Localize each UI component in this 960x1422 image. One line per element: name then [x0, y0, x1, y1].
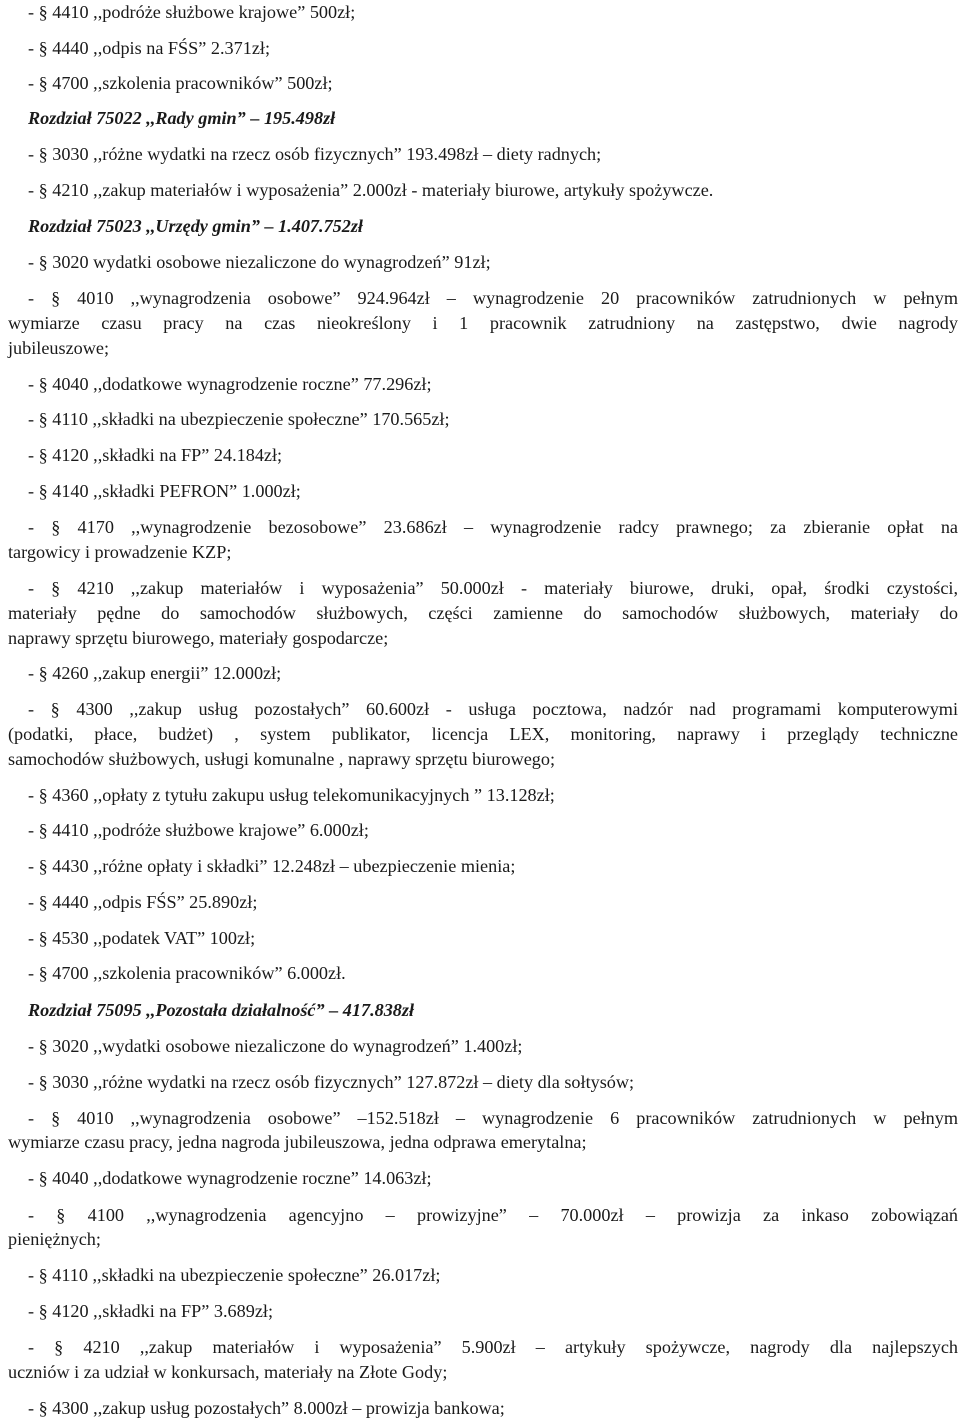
budget-item-4010: - § 4010 ,,wynagrodzenia osobowe” –152.518zł – wynagrodzenie 6 pracowników zatrudnionych w pełnym — [28, 1108, 958, 1128]
budget-item-4010: - § 4010 ,,wynagrodzenia osobowe” 924.964zł – wynagrodzenie 20 pracowników zatrudnionych w pełnym — [28, 288, 958, 308]
budget-item-4440: - § 4440 ,,odpis na FŚS” 2.371zł; — [28, 38, 270, 58]
budget-item-4100-cont: pieniężnych; — [8, 1229, 101, 1249]
budget-item-3030: - § 3030 ,,różne wydatki na rzecz osób fizycznych” 127.872zł – diety dla sołtysów; — [28, 1072, 635, 1092]
budget-item-4440: - § 4440 ,,odpis FŚS” 25.890zł; — [28, 892, 258, 912]
budget-item-4210-cont: uczniów i za udział w konkursach, materiały na Złote Gody; — [8, 1362, 448, 1382]
budget-item-4010-cont: jubileuszowe; — [8, 338, 110, 358]
budget-item-4700: - § 4700 ,,szkolenia pracowników” 6.000zł. — [28, 963, 346, 983]
budget-item-4170: - § 4170 ,,wynagrodzenie bezosobowe” 23.686zł – wynagrodzenie radcy prawnego; za zbieranie opłat na — [28, 517, 958, 537]
budget-item-4100: - § 4100 ,,wynagrodzenia agencyjno – prowizyjne” – 70.000zł – prowizja za inkaso zobowiązań — [28, 1205, 958, 1225]
budget-item-4410: - § 4410 ,,podróże służbowe krajowe” 6.000zł; — [28, 820, 369, 840]
budget-item-4360: - § 4360 ,,opłaty z tytułu zakupu usług telekomunikacyjnych ” 13.128zł; — [28, 785, 555, 805]
budget-item-3020: - § 3020 ,,wydatki osobowe niezaliczone do wynagrodzeń” 1.400zł; — [28, 1036, 523, 1056]
chapter-heading-75023: Rozdział 75023 ,,Urzędy gmin” – 1.407.752zł — [28, 216, 363, 236]
budget-item-4210-cont: naprawy sprzętu biurowego, materiały gospodarcze; — [8, 628, 389, 648]
budget-item-4260: - § 4260 ,,zakup energii” 12.000zł; — [28, 663, 282, 683]
budget-item-4300-cont: (podatki, płace, budżet) , system publikator, licencja LEX, monitoring, naprawy i przeglądy techniczne — [8, 724, 958, 744]
budget-item-3030: - § 3030 ,,różne wydatki na rzecz osób fizycznych” 193.498zł – diety radnych; — [28, 144, 602, 164]
budget-item-4110: - § 4110 ,,składki na ubezpieczenie społeczne” 26.017zł; — [28, 1265, 441, 1285]
budget-item-4210-cont: materiały pędne do samochodów służbowych, części zamienne do samochodów służbowych, materiały do — [8, 603, 958, 623]
budget-item-4300-cont: samochodów służbowych, usługi komunalne , naprawy sprzętu biurowego; — [8, 749, 556, 769]
budget-item-4530: - § 4530 ,,podatek VAT” 100zł; — [28, 928, 256, 948]
budget-item-4120: - § 4120 ,,składki na FP” 3.689zł; — [28, 1301, 274, 1321]
chapter-heading-75095: Rozdział 75095 ,,Pozostała działalność” – 417.838zł — [28, 1000, 415, 1020]
budget-item-4300: - § 4300 ,,zakup usług pozostałych” 8.000zł – prowizja bankowa; — [28, 1398, 505, 1418]
budget-item-3020: - § 3020 wydatki osobowe niezaliczone do wynagrodzeń” 91zł; — [28, 252, 491, 272]
budget-item-4140: - § 4140 ,,składki PEFRON” 1.000zł; — [28, 481, 301, 501]
budget-item-4010-cont: wymiarze czasu pracy, jedna nagroda jubileuszowa, jedna odprawa emerytalna; — [8, 1132, 587, 1152]
budget-item-4700: - § 4700 ,,szkolenia pracowników” 500zł; — [28, 73, 333, 93]
budget-item-4110: - § 4110 ,,składki na ubezpieczenie społeczne” 170.565zł; — [28, 409, 450, 429]
budget-item-4040: - § 4040 ,,dodatkowe wynagrodzenie roczne” 14.063zł; — [28, 1168, 432, 1188]
budget-item-4170-cont: targowicy i prowadzenie KZP; — [8, 542, 232, 562]
budget-item-4120: - § 4120 ,,składki na FP” 24.184zł; — [28, 445, 283, 465]
budget-item-4210: - § 4210 ,,zakup materiałów i wyposażenia” 50.000zł - materiały biurowe, druki, opał, środki czystości, — [28, 578, 958, 598]
budget-item-4300: - § 4300 ,,zakup usług pozostałych” 60.600zł - usługa pocztowa, nadzór nad programami komputerowymi — [28, 699, 958, 719]
budget-item-4040: - § 4040 ,,dodatkowe wynagrodzenie roczne” 77.296zł; — [28, 374, 432, 394]
budget-item-4210: - § 4210 ,,zakup materiałów i wyposażenia” 5.900zł – artykuły spożywcze, nagrody dla najlepszych — [28, 1337, 958, 1357]
chapter-heading-75022: Rozdział 75022 ,,Rady gmin” – 195.498zł — [28, 108, 336, 128]
budget-item-4210: - § 4210 ,,zakup materiałów i wyposażenia” 2.000zł - materiały biurowe, artykuły spożywcze. — [28, 180, 714, 200]
budget-item-4010-cont: wymiarze czasu pracy na czas nieokreślony i 1 pracownik zatrudniony na zastępstwo, dwie nagrody — [8, 313, 958, 333]
budget-item-4410: - § 4410 ,,podróże służbowe krajowe” 500zł; — [28, 2, 356, 22]
budget-item-4430: - § 4430 ,,różne opłaty i składki” 12.248zł – ubezpieczenie mienia; — [28, 856, 516, 876]
